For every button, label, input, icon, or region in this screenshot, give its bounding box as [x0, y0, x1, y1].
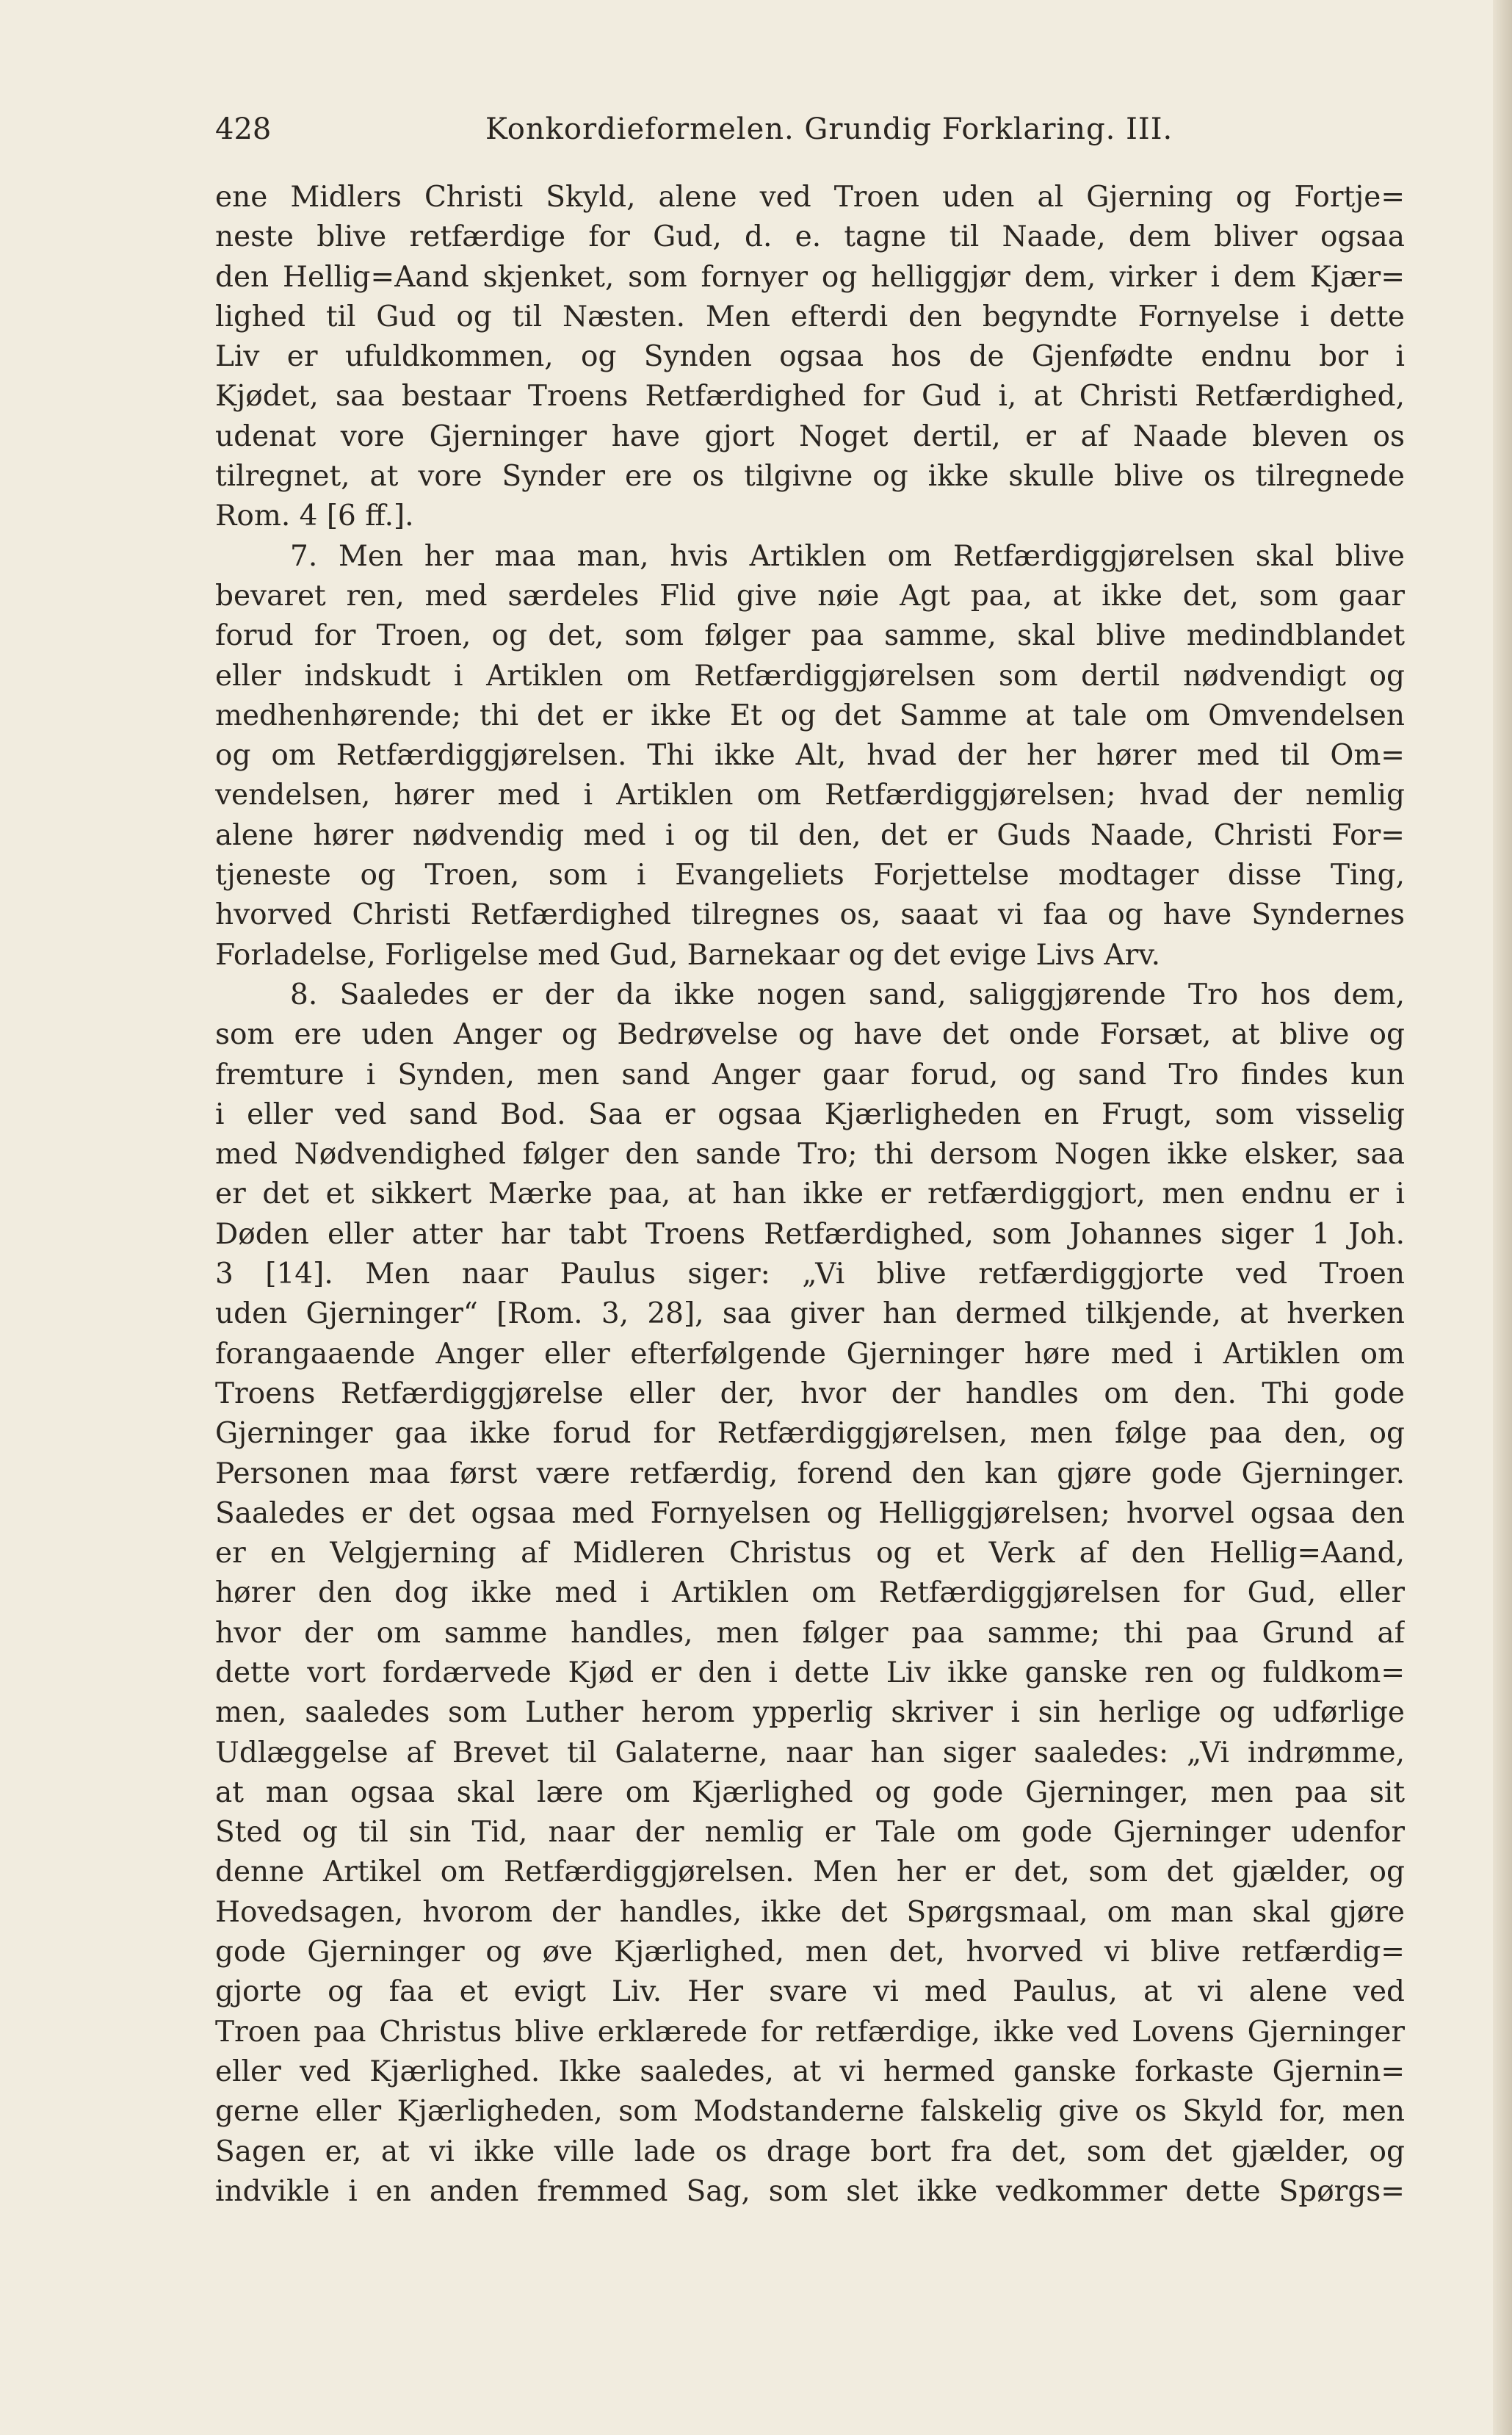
text-line: Liv er ufuldkommen, og Synden ogsaa hos de Gjenfødte endnu bor i — [215, 340, 1405, 374]
text-line: Sted og til sin Tid, naar der nemlig er Tale om gode Gjerninger udenfor — [215, 1816, 1405, 1850]
text-line: Rom. 4 [6 ff.]. — [215, 499, 414, 533]
page-number: 428 — [215, 112, 272, 146]
text-line: gerne eller Kjærligheden, som Modstanderne falskelig give os Skyld for, men — [215, 2095, 1405, 2129]
text-line: er en Velgjerning af Midleren Christus og et Verk af den Hellig=Aand, — [215, 1537, 1405, 1570]
text-line: Troen paa Christus blive erklærede for retfærdige, ikke ved Lovens Gjerninger — [215, 2015, 1405, 2049]
text-line: 7. Men her maa man, hvis Artiklen om Retfærdiggjørelsen skal blive — [290, 539, 1405, 573]
text-line: udenat vore Gjerninger have gjort Noget dertil, er af Naade bleven os — [215, 419, 1405, 453]
text-line: Udlæggelse af Brevet til Galaterne, naar han siger saaledes: „Vi indrømme, — [215, 1736, 1405, 1770]
text-line: gode Gjerninger og øve Kjærlighed, men det, hvorved vi blive retfærdig= — [215, 1936, 1405, 1969]
text-line: neste blive retfærdige for Gud, d. e. tagne til Naade, dem bliver ogsaa — [215, 220, 1405, 254]
text-line: fremture i Synden, men sand Anger gaar forud, og sand Tro findes kun — [215, 1058, 1405, 1092]
text-line: Sagen er, at vi ikke ville lade os drage bort fra det, som det gjælder, og — [215, 2135, 1405, 2168]
text-line: at man ogsaa skal lære om Kjærlighed og gode Gjerninger, men paa sit — [215, 1775, 1405, 1809]
text-line: forud for Troen, og det, som følger paa samme, skal blive medindblandet — [215, 619, 1405, 653]
text-line: tilregnet, at vore Synder ere os tilgivne og ikke skulle blive os tilregnede — [215, 460, 1405, 494]
text-line: Døden eller atter har tabt Troens Retfærdighed, som Johannes siger 1 Joh. — [215, 1217, 1405, 1251]
text-line: Saaledes er det ogsaa med Fornyelsen og Helliggjørelsen; hvorvel ogsaa den — [215, 1496, 1405, 1530]
text-line: eller indskudt i Artiklen om Retfærdiggjørelsen som dertil nødvendigt og — [215, 659, 1405, 693]
text-line: gjorte og faa et evigt Liv. Her svare vi med Paulus, at vi alene ved — [215, 1975, 1405, 2009]
text-line: uden Gjerninger“ [Rom. 3, 28], saa giver han dermed tilkjende, at hverken — [215, 1297, 1405, 1331]
text-line: den Hellig=Aand skjenket, som fornyer og helliggjør dem, virker i dem Kjær= — [215, 260, 1405, 294]
text-line: men, saaledes som Luther herom ypperlig skriver i sin herlige og udførlige — [215, 1696, 1405, 1730]
body-text — [215, 178, 1405, 2212]
text-line: vendelsen, hører med i Artiklen om Retfærdiggjørelsen; hvad der nemlig — [215, 779, 1405, 812]
text-line: og om Retfærdiggjørelsen. Thi ikke Alt, hvad der her hører med til Om= — [215, 739, 1405, 773]
text-line: indvikle i en anden fremmed Sag, som slet ikke vedkommer dette Spørgs= — [215, 2174, 1405, 2208]
text-line: er det et sikkert Mærke paa, at han ikke er retfærdiggjort, men endnu er i — [215, 1177, 1405, 1211]
text-line: forangaaende Anger eller efterfølgende Gjerninger høre med i Artiklen om — [215, 1337, 1405, 1371]
text-line: med Nødvendighed følger den sande Tro; thi dersom Nogen ikke elsker, saa — [215, 1138, 1405, 1172]
text-line: denne Artikel om Retfærdiggjørelsen. Men her er det, som det gjælder, og — [215, 1855, 1405, 1889]
text-line: Troens Retfærdiggjørelse eller der, hvor der handles om den. Thi gode — [215, 1377, 1405, 1410]
text-line: i eller ved sand Bod. Saa er ogsaa Kjærligheden en Frugt, som visselig — [215, 1097, 1405, 1131]
text-line: eller ved Kjærlighed. Ikke saaledes, at vi hermed ganske forkaste Gjernin= — [215, 2055, 1405, 2088]
text-line: Personen maa først være retfærdig, forend den kan gjøre gode Gjerninger. — [215, 1457, 1405, 1490]
running-title: Konkordieformelen. Grundig Forklaring. III. — [485, 112, 1173, 146]
text-line: lighed til Gud og til Næsten. Men efterdi den begyndte Fornyelse i dette — [215, 300, 1405, 333]
text-line: bevaret ren, med særdeles Flid give nøie Agt paa, at ikke det, som gaar — [215, 579, 1405, 613]
text-line: hvorved Christi Retfærdighed tilregnes os, saaat vi faa og have Syndernes — [215, 898, 1405, 932]
text-line: hvor der om samme handles, men følger paa samme; thi paa Grund af — [215, 1616, 1405, 1650]
text-line: medhenhørende; thi det er ikke Et og det Samme at tale om Omvendelsen — [215, 699, 1405, 732]
text-line: Forladelse, Forligelse med Gud, Barnekaar og det evige Livs Arv. — [215, 938, 1160, 972]
text-line: ene Midlers Christi Skyld, alene ved Troen uden al Gjerning og Fortje= — [215, 181, 1405, 214]
page-edge-shadow — [1493, 0, 1512, 2435]
text-line: som ere uden Anger og Bedrøvelse og have det onde Forsæt, at blive og — [215, 1018, 1405, 1052]
text-line: Hovedsagen, hvorom der handles, ikke det Spørgsmaal, om man skal gjøre — [215, 1895, 1405, 1929]
text-line: 3 [14]. Men naar Paulus siger: „Vi blive retfærdiggjorte ved Troen — [215, 1258, 1405, 1291]
text-line: alene hører nødvendig med i og til den, det er Guds Naade, Christi For= — [215, 818, 1405, 852]
text-line: tjeneste og Troen, som i Evangeliets Forjettelse modtager disse Ting, — [215, 859, 1405, 892]
text-line: hører den dog ikke med i Artiklen om Retfærdiggjørelsen for Gud, eller — [215, 1576, 1405, 1610]
running-header — [215, 107, 1405, 151]
text-line: 8. Saaledes er der da ikke nogen sand, saliggjørende Tro hos dem, — [290, 978, 1405, 1011]
text-line: Gjerninger gaa ikke forud for Retfærdiggjørelsen, men følge paa den, og — [215, 1417, 1405, 1451]
text-line: dette vort fordærvede Kjød er den i dette Liv ikke ganske ren og fuldkom= — [215, 1656, 1405, 1689]
text-line: Kjødet, saa bestaar Troens Retfærdighed for Gud i, at Christi Retfærdighed, — [215, 380, 1405, 414]
